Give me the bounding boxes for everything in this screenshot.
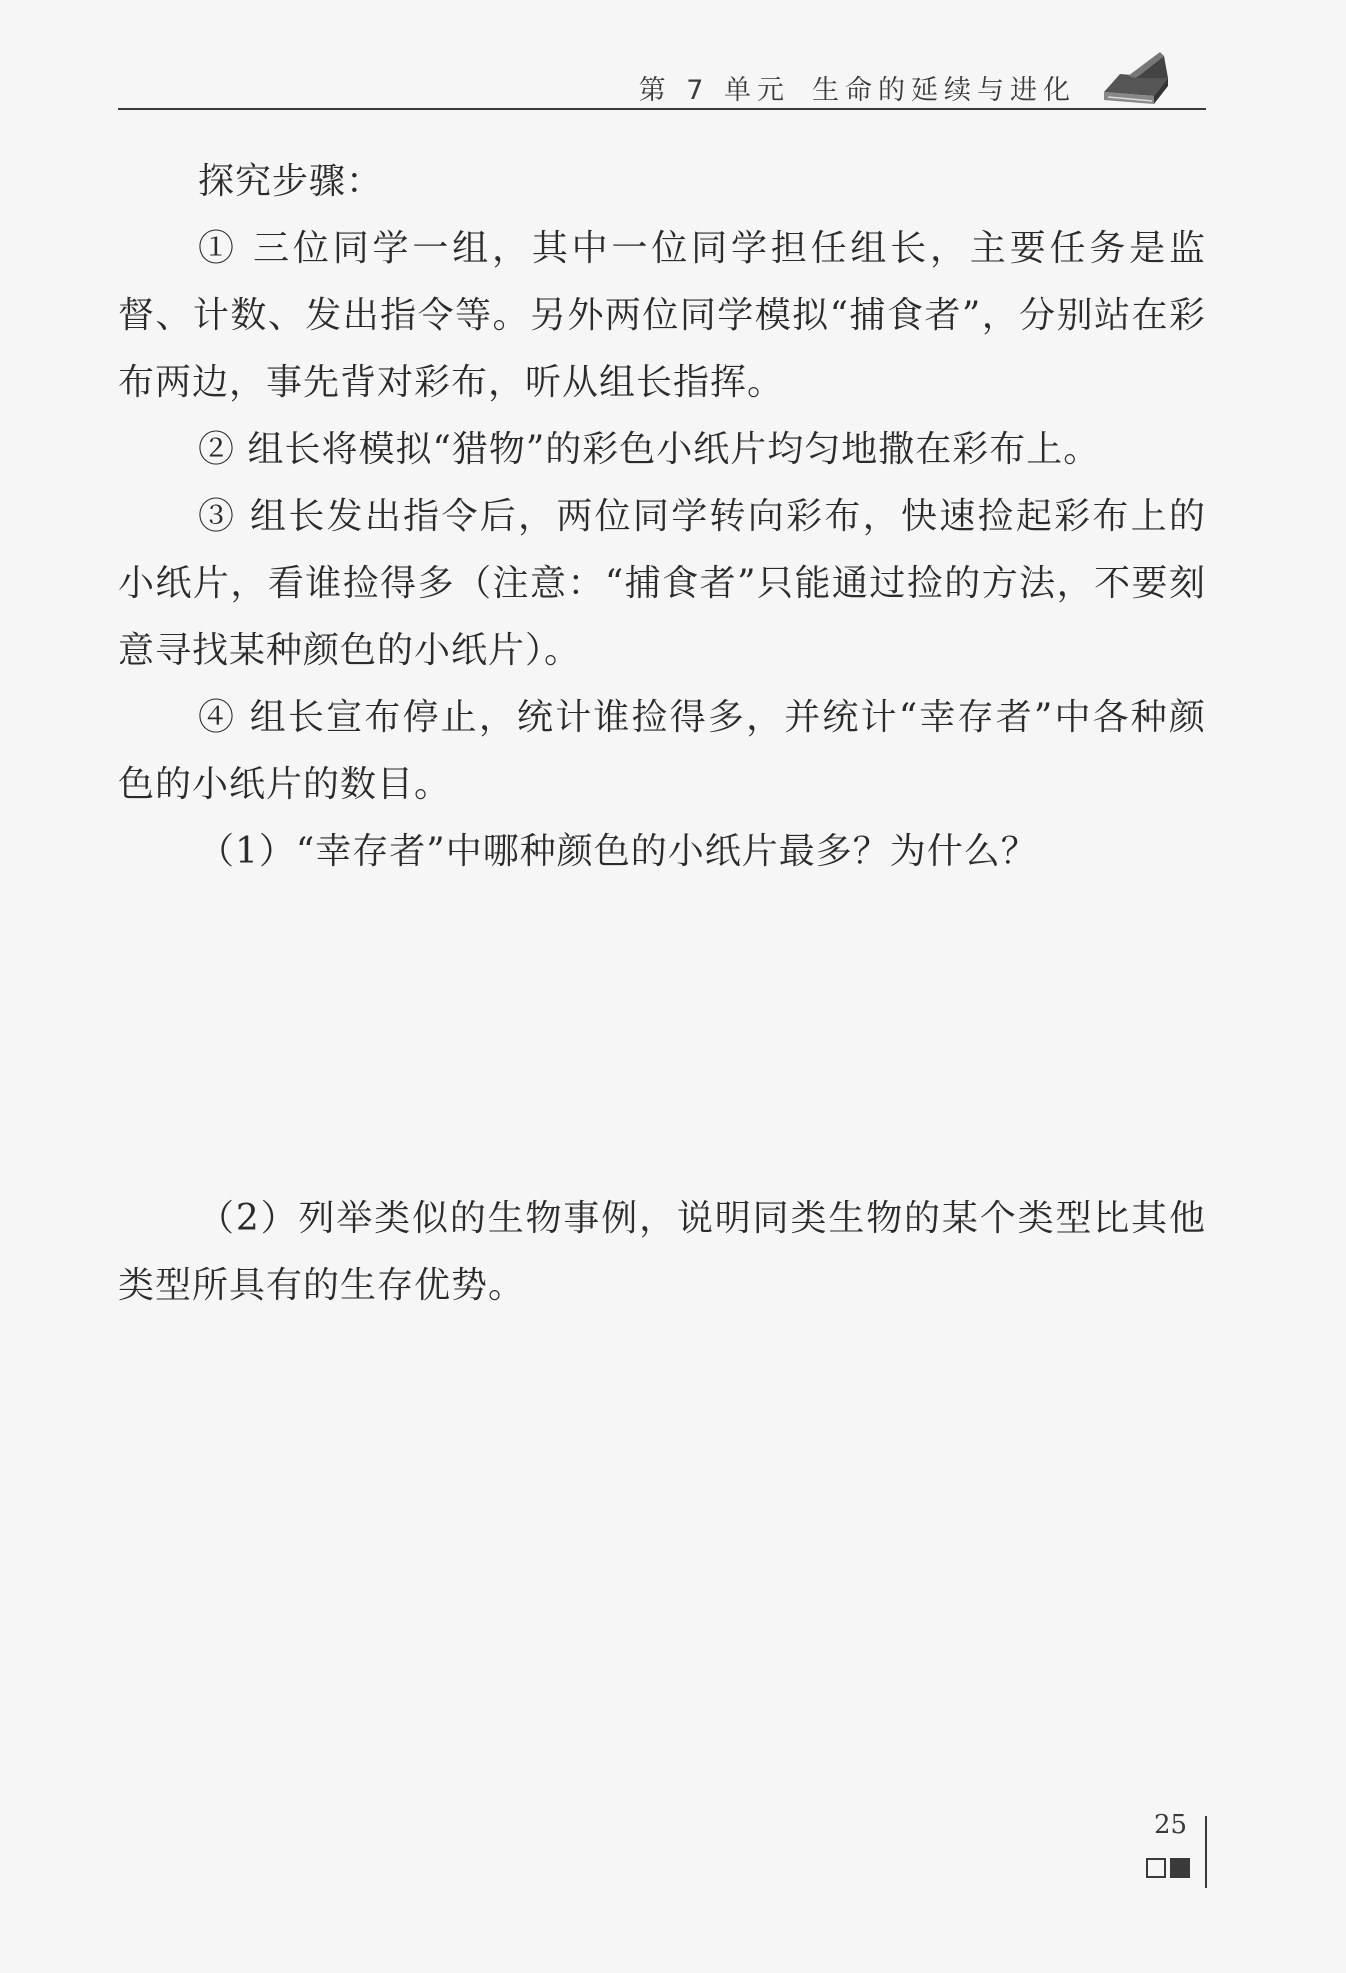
step-4: ④ 组长宣布停止，统计谁捡得多，并统计“幸存者”中各种颜色的小纸片的数目。 (118, 697, 1206, 805)
page-number-rule (1205, 1816, 1207, 1888)
step-3: ③ 组长发出指令后，两位同学转向彩布，快速捡起彩布上的小纸片，看谁捡得多（注意：“捕食者”只能通过捡的方法，不要刻意寻找某种颜色的小纸片）。 (118, 496, 1206, 671)
main-text (118, 148, 1206, 1319)
step-2: ② 组长将模拟“猎物”的彩色小纸片均匀地撒在彩布上。 (198, 429, 1101, 470)
page-number: 25 (1154, 1810, 1188, 1840)
header-unit: 第 7 单元 (638, 75, 790, 106)
question-1: （1）“幸存者”中哪种颜色的小纸片最多？为什么？ (198, 831, 1038, 872)
steps-heading: 探究步骤： (198, 161, 384, 202)
header-rule (118, 108, 1206, 110)
header-text (639, 68, 1076, 107)
header-title: 生命的延续与进化 (812, 75, 1076, 106)
question-2: （2）列举类似的生物事例，说明同类生物的某个类型比其他类型所具有的生存优势。 (118, 1198, 1206, 1306)
book-icon (1098, 52, 1178, 108)
page-header (118, 52, 1206, 108)
step-1: ① 三位同学一组，其中一位同学担任组长，主要任务是监督、计数、发出指令等。另外两位同学模拟“捕食者”，分别站在彩布两边，事先背对彩布，听从组长指挥。 (118, 228, 1206, 403)
filled-square-icon (1170, 1858, 1190, 1878)
empty-square-icon (1146, 1858, 1166, 1878)
page-marks (1146, 1858, 1190, 1878)
